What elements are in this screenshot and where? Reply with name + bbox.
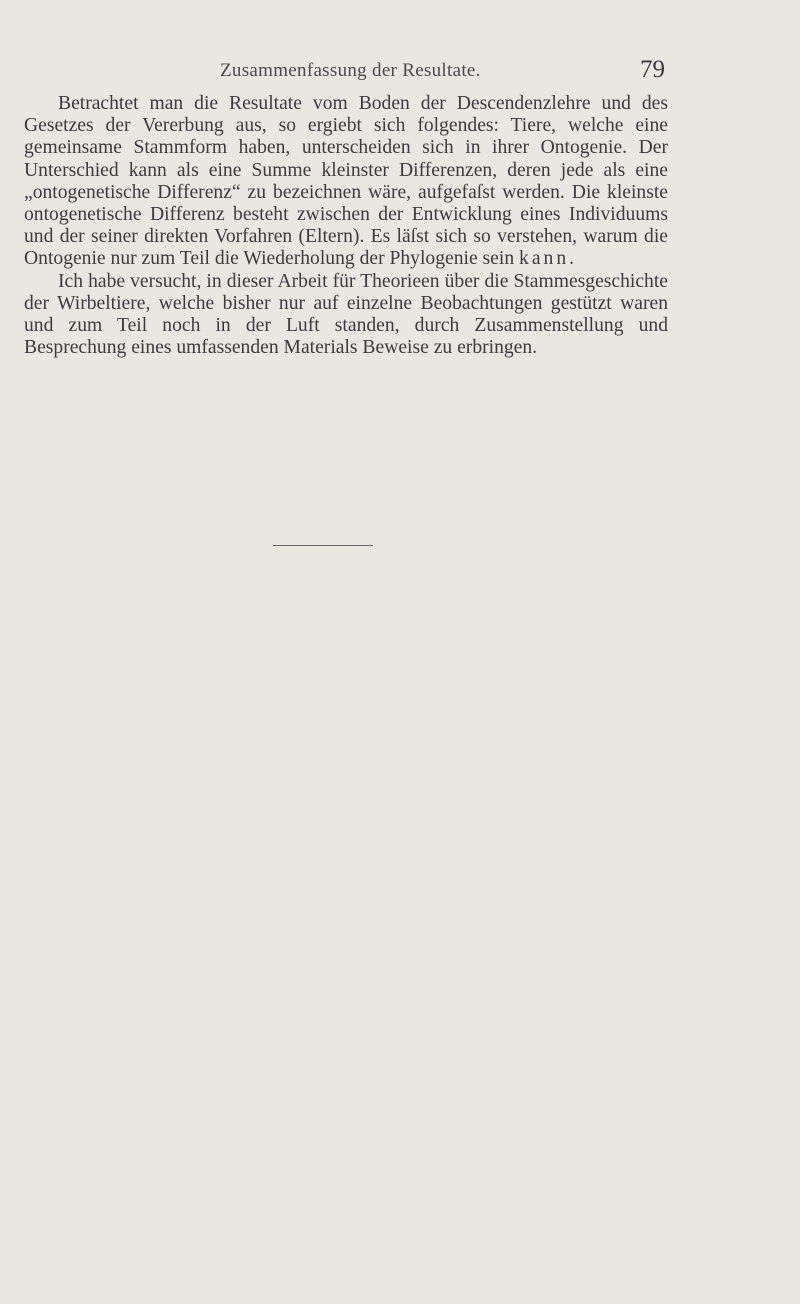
section-end-rule: [273, 545, 373, 546]
emphasis-kann: kann: [519, 248, 570, 270]
paragraph-2: Ich habe versucht, in dieser Arbeit für Theorieen über die Stammesgeschichte der Wirbeltiere, welche bisher nur auf einzelne Beobachtungen gestützt waren und zum Teil noch in der Luft standen, durch Zusammenstellung und Besprechung eines umfassenden Materials Beweise zu erbringen.: [24, 270, 668, 359]
paragraph-1: [24, 93, 668, 271]
body-text: [24, 93, 668, 359]
running-head: [0, 52, 800, 92]
paragraph-1-text: Betrachtet man die Resultate vom Boden der Descendenzlehre und des Gesetzes der Vererbung aus, so ergiebt sich folgendes: Tiere, welche eine gemeinsame Stammform haben, unterscheiden sich in ihrer Ontogenie. Der Unterschied kann als eine Summe kleinster Differenzen, deren jede als eine „ontogenetische Differenz“ zu bezeichnen wäre, aufgefaſst werden. Die kleinste ontogenetische Differenz besteht zwischen der Entwicklung eines Individuums und der seiner direkten Vorfahren (Eltern). Es läſst sich so verstehen, warum die Ontogenie nur zum Teil die Wiederholung der Phylogenie sein: [24, 93, 668, 270]
paragraph-1-end: .: [569, 248, 575, 270]
running-title: Zusammenfassung der Resultate.: [220, 60, 481, 81]
page-number: 79: [640, 56, 665, 83]
